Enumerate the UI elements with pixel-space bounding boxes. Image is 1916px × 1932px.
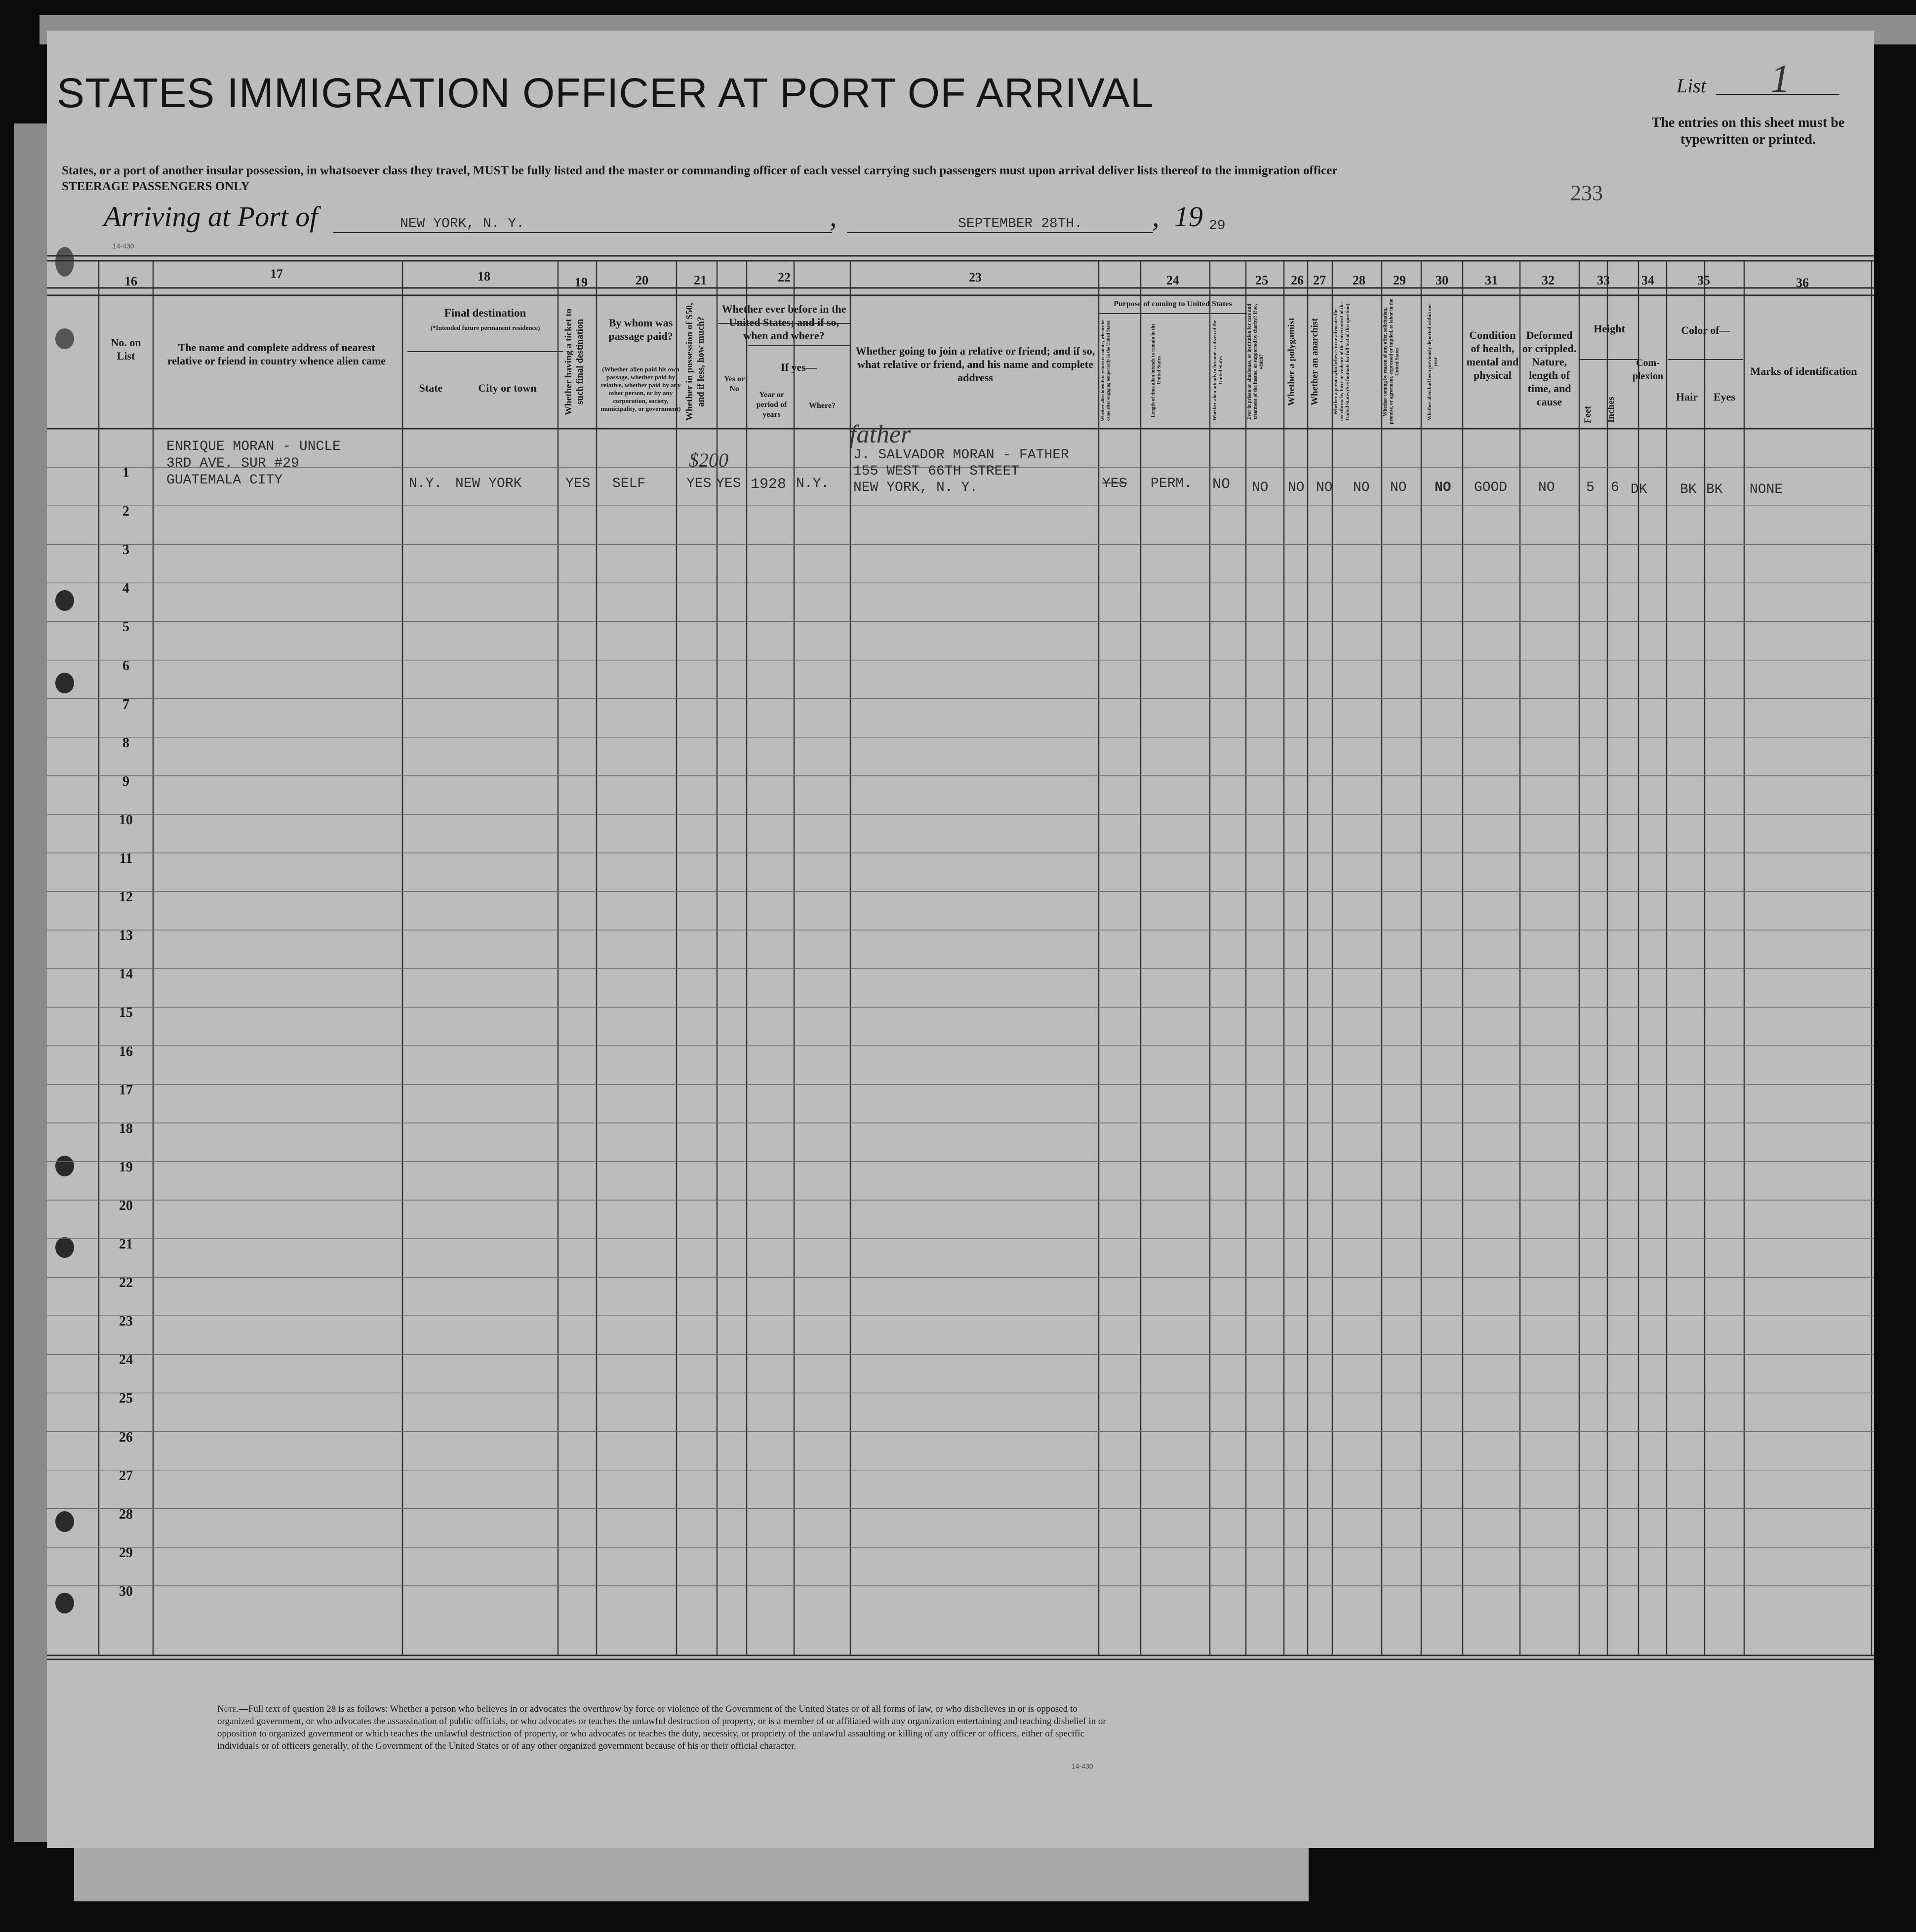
col-num: 33 — [1597, 273, 1610, 287]
cell-before-in-us: YES — [716, 476, 741, 491]
footnote-text: —Full text of question 28 is as follows: Whether a person who believes in or advocates the overthrow by force or violence of the Government of the United States or of all forms of law, or who disbelieves in or is opposed to organized government, or who advocates the assassination of public officials, or who advocates or teaches the unlawful destruction of property, or is a member of or affiliated with any organization entertaining and teaching disbelief in or opposition to organized government or which teaches the unlawful destruction of property, or who advocates or teaches the duty, necessity, or propriety of the unlawful assaulting or killing of any officer or officers, either of specific individuals or of officers generally, of the Government of the United States or of any other organized government because of his or their official character. — [217, 1704, 1106, 1751]
col-num: 20 — [636, 273, 648, 287]
comma-1: , — [830, 201, 837, 233]
cell-deported: NO — [1435, 480, 1451, 495]
cell-overthrow: NO — [1353, 480, 1370, 495]
row-number: 18 — [119, 1121, 133, 1136]
cell-join-handwritten: father — [849, 420, 911, 448]
row-number: 29 — [119, 1545, 133, 1561]
cell-city: NEW YORK — [455, 476, 522, 491]
row-number: 9 — [122, 773, 129, 789]
col-num: 27 — [1313, 273, 1326, 287]
header-final-destination-note: (*Intended future permanent residence) — [430, 324, 540, 331]
cell-polygamist: NO — [1288, 480, 1305, 495]
header-ever-before: Whether ever before in the United States; and if so, when and where? — [721, 303, 846, 342]
row-number: 30 — [119, 1583, 133, 1599]
header-eyes: Eyes — [1714, 391, 1735, 403]
join-cell — [853, 447, 1069, 496]
header-stay-length: Length of time alien intends to remain in the United States — [1151, 323, 1162, 417]
header-passage-paid-note: (Whether alien paid his own passage, whether paid by relative, whether paid by any other person, or by any corporation, society, municipality, or government) — [600, 365, 681, 412]
col-num: 18 — [478, 269, 490, 283]
header-marks: Marks of identification — [1750, 365, 1857, 377]
cell-inches: 6 — [1611, 480, 1619, 495]
header-color-of: Color of— — [1681, 324, 1730, 336]
row-number: 16 — [119, 1044, 133, 1059]
instructions-line: States, or a port of another insular possession, in whatsoever class they travel, MUST be fully listed and the master or commanding officer of each vessel carrying such passengers must upon arrival deliver lists thereof to the immigration officer — [62, 164, 1338, 177]
header-return-intent: Whether alien intends to return to country whence he came after engaging temporarily in the United States — [1100, 320, 1111, 421]
cell-before-where: N.Y. — [796, 476, 830, 491]
header-passage-paid: By whom was passage paid? — [608, 317, 673, 342]
col-num: 26 — [1291, 273, 1304, 287]
col-num: 30 — [1436, 273, 1448, 287]
relative-cell — [166, 439, 341, 489]
port-value: NEW YORK, N. Y. — [400, 216, 525, 232]
header-labor-offer: Whether coming by reason of any offer, solicitation, promise, or agreement, expressed or implied, to labor in the United States — [1383, 299, 1400, 425]
col-num: 17 — [270, 267, 283, 281]
col-num: 16 — [124, 274, 137, 288]
join-name: J. SALVADOR MORAN - FATHER — [853, 447, 1069, 463]
header-complexion: Com-plexion — [1632, 358, 1664, 382]
header-purpose: Purpose of coming to United States — [1114, 300, 1232, 308]
cell-complexion: DK — [1631, 482, 1647, 497]
row-number: 28 — [119, 1506, 133, 1522]
row-number: 23 — [119, 1314, 133, 1329]
header-prison: Ever in prison or almshouse, or institution for care and treatment of the insane, or supported by charity? If so, which? — [1247, 304, 1264, 420]
row-number: 1 — [122, 465, 129, 481]
header-hair: Hair — [1676, 391, 1698, 403]
row-number: 22 — [119, 1275, 133, 1291]
relative-city: GUATEMALA CITY — [166, 473, 283, 488]
header-deported: Whether alien had been previously deported within one year — [1427, 303, 1438, 420]
header-feet: Feet — [1583, 406, 1593, 424]
col-num: 22 — [778, 270, 791, 284]
list-label: List — [1676, 75, 1707, 97]
row-number: 14 — [119, 966, 133, 982]
row-number: 26 — [119, 1429, 133, 1445]
header-yes-or-no: Yes or No — [723, 375, 745, 393]
col-num: 21 — [694, 273, 707, 287]
cell-labor-offer: NO — [1390, 480, 1407, 495]
row-number: 4 — [122, 581, 129, 597]
header-inches: Inches — [1606, 397, 1616, 423]
header-where: Where? — [809, 402, 836, 410]
row-number: 19 — [119, 1159, 133, 1175]
row-number: 17 — [119, 1082, 133, 1098]
row-number: 20 — [119, 1198, 133, 1213]
row-number: 5 — [122, 619, 129, 635]
header-year: Year or period of years — [756, 391, 787, 419]
row-number: 27 — [119, 1468, 133, 1484]
cell-citizen-intent: NO — [1212, 476, 1231, 493]
col-num: 36 — [1796, 276, 1809, 290]
header-overthrow: Whether a person who believes in or advocates the overthrow by force or violence of the Government of the United States (See footnote for full text of this question) — [1333, 302, 1351, 421]
col-num: 23 — [969, 270, 982, 284]
header-ticket: Whether having a ticket to such final destination — [563, 308, 585, 415]
header-final-destination: Final destination — [444, 307, 526, 319]
row-number: 11 — [119, 851, 133, 866]
cell-anarchist: NO — [1316, 480, 1333, 495]
header-fifty-dollars: Whether in possession of $50, and if less, how much? — [684, 303, 706, 421]
stamp-number: 233 — [1570, 181, 1603, 205]
cell-money-handwritten: $200 — [689, 449, 728, 471]
page-title: STATES IMMIGRATION OFFICER AT PORT OF ARRIVAL — [57, 70, 1154, 116]
col-num: 35 — [1697, 273, 1710, 287]
col-num: 31 — [1485, 273, 1498, 287]
relative-street: 3RD AVE. SUR #29 — [166, 456, 299, 471]
row-number: 12 — [119, 889, 133, 905]
cell-return-intent: YES — [1102, 476, 1127, 491]
year-suffix: 29 — [1209, 218, 1226, 234]
row-number: 25 — [119, 1391, 133, 1407]
col-num: 24 — [1166, 273, 1179, 287]
header-relative-address: The name and complete address of nearest relative or friend in country whence alien came — [167, 341, 386, 367]
cell-deformed: NO — [1538, 480, 1555, 495]
cell-stay-length: PERM. — [1151, 476, 1193, 491]
arriving-label: Arriving at Port of — [104, 201, 318, 233]
row-number: 8 — [122, 735, 129, 751]
list-number: 1 — [1770, 57, 1790, 101]
row-number: 6 — [122, 658, 129, 674]
col-num: 34 — [1641, 273, 1654, 287]
cell-paid-by: SELF — [612, 476, 646, 491]
header-height: Height — [1594, 322, 1625, 335]
header-citizen-intent: Whether alien intends to become a citizen of the United States — [1212, 320, 1224, 421]
footnote-label: Note. — [217, 1704, 239, 1714]
header-no-on-list: No. on List — [111, 336, 141, 362]
header-state: State — [419, 382, 443, 394]
footnote-code: 14-430 — [1072, 1762, 1093, 1770]
cell-ticket: YES — [565, 476, 591, 491]
footnote — [217, 1703, 1116, 1752]
header-health: Condition of health, mental and physical — [1466, 329, 1519, 381]
cell-money: YES — [686, 476, 712, 491]
header-city: City or town — [478, 382, 537, 394]
comma-2: , — [1152, 201, 1159, 233]
row-number: 21 — [119, 1237, 133, 1252]
form-code: 14-430 — [113, 242, 134, 250]
cell-state: N.Y. — [409, 476, 442, 491]
header-join-relative: Whether going to join a relative or friend; and if so, what relative or friend, and his name and complete address — [855, 345, 1095, 384]
col-num: 19 — [575, 275, 588, 289]
date-value: SEPTEMBER 28TH. — [958, 216, 1083, 232]
steerage-label: STEERAGE PASSENGERS ONLY — [62, 180, 250, 193]
header-polygamist: Whether a polygamist — [1286, 317, 1297, 406]
cell-health: GOOD — [1474, 480, 1508, 495]
cell-prison: NO — [1252, 480, 1269, 495]
cell-feet: 5 — [1586, 480, 1595, 495]
join-city: NEW YORK, N. Y. — [853, 480, 978, 495]
header-anarchist: Whether an anarchist — [1310, 318, 1320, 405]
cell-eyes: BK — [1706, 482, 1723, 497]
row-number: 15 — [119, 1005, 133, 1021]
row-number: 7 — [122, 696, 129, 712]
row-number: 2 — [122, 504, 129, 520]
row-number: 10 — [119, 812, 133, 828]
row-number: 13 — [119, 928, 133, 944]
header-if-yes: If yes— — [781, 361, 817, 373]
relative-name: ENRIQUE MORAN - UNCLE — [166, 439, 341, 454]
cell-marks: NONE — [1750, 482, 1783, 497]
row-number: 24 — [119, 1352, 133, 1368]
year-prefix: 19 — [1174, 201, 1203, 233]
row-number: 3 — [122, 542, 129, 558]
cell-before-year: 1928 — [751, 476, 787, 493]
col-num: 29 — [1393, 273, 1406, 287]
col-num: 28 — [1353, 273, 1365, 287]
col-num: 25 — [1255, 273, 1268, 287]
cell-hair: BK — [1680, 482, 1697, 497]
join-street: 155 WEST 66TH STREET — [853, 464, 1020, 479]
col-num: 32 — [1542, 273, 1555, 287]
header-deformed: Deformed or crippled. Nature, length of time, and cause — [1522, 329, 1577, 408]
typewritten-notice: The entries on this sheet must be typewritten or printed. — [1651, 115, 1845, 147]
